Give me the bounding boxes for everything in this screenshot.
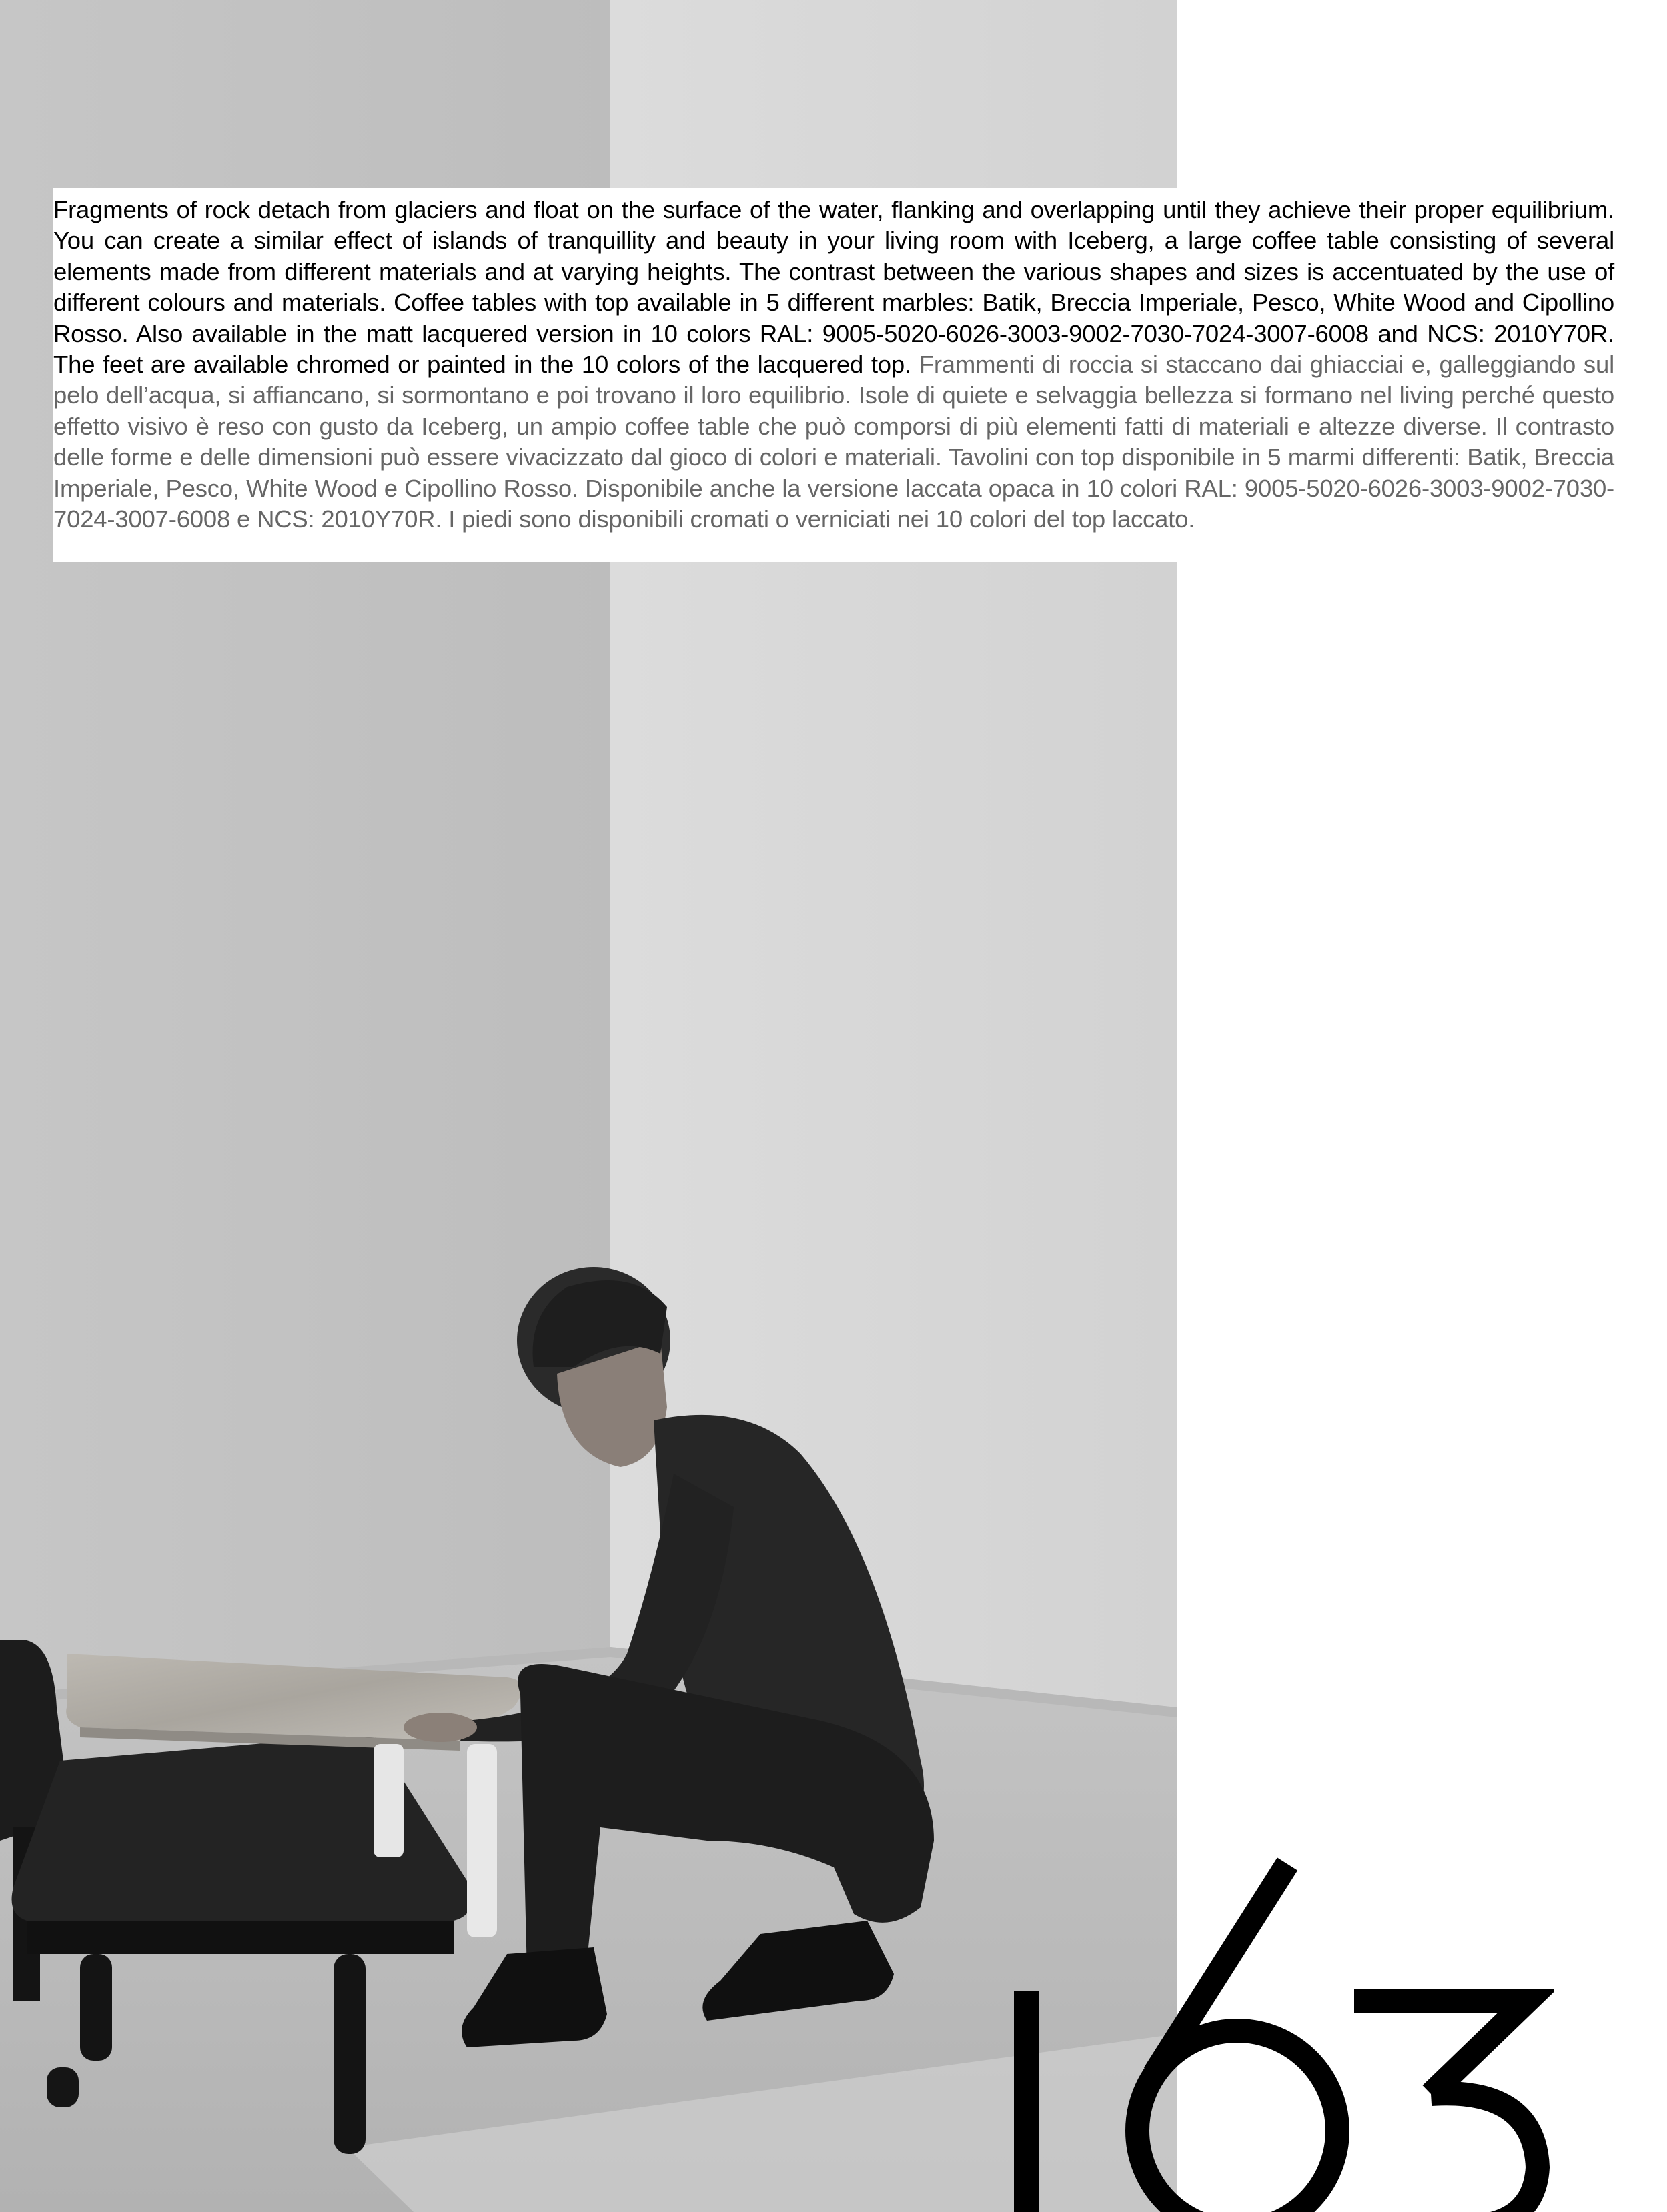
page-number-graphic xyxy=(1001,1854,1554,2212)
description-block xyxy=(53,188,1614,562)
english-description: Fragments of rock detach from glaciers and float on the surface of the water, flanking and overlapping until they achieve their proper equilibrium. You can create a similar effect of islands of tranquillity and beauty in your living room with Iceberg, a large coffee table consisting of several elements made from different materials and at varying heights. The contrast between the various shapes and sizes is accentuated by the use of different colours and materials. Coffee tables with top available in 5 different marbles: Batik, Breccia Imperiale, Pesco, White Wood and Cipollino Rosso. Also available in the matt lacquered version in 10 colors RAL: 9005-5020-6026-3003-9002-7030-7024-3007-6008 and NCS: 2010Y70R. The feet are available chromed or painted in the 10 colors of the lacquered top. xyxy=(53,196,1614,379)
page-number xyxy=(1001,1854,1554,2212)
digit-3 xyxy=(1354,2001,1538,2212)
italian-description: Frammenti di roccia si staccano dai ghiacciai e, galleggiando sul pelo dell’acqua, si affiancano, si sormontano e poi trovano il loro equilibrio. Isole di quiete e selvaggia bellezza si formano nel living perché questo effetto visivo è reso con gusto da Iceberg, un ampio coffee table che può comporsi di più elementi fatti di materiali e altezze diverse. Il contrasto delle forme e delle dimensioni può essere vivacizzato dal gioco di colori e materiali. Tavolini con top disponibile in 5 marmi differenti: Batik, Breccia Imperiale, Pesco, White Wood e Cipollino Rosso. Disponibile anche la versione laccata opaca in 10 colori RAL: 9005-5020-6026-3003-9002-7030-7024-3007-6008 e NCS: 2010Y70R. I piedi sono disponibili cromati o verniciati nei 10 colori del top laccato. xyxy=(53,351,1614,533)
digit-6 xyxy=(1137,1864,1337,2212)
digit-1 xyxy=(1014,1991,1039,2212)
description-text xyxy=(53,195,1614,535)
